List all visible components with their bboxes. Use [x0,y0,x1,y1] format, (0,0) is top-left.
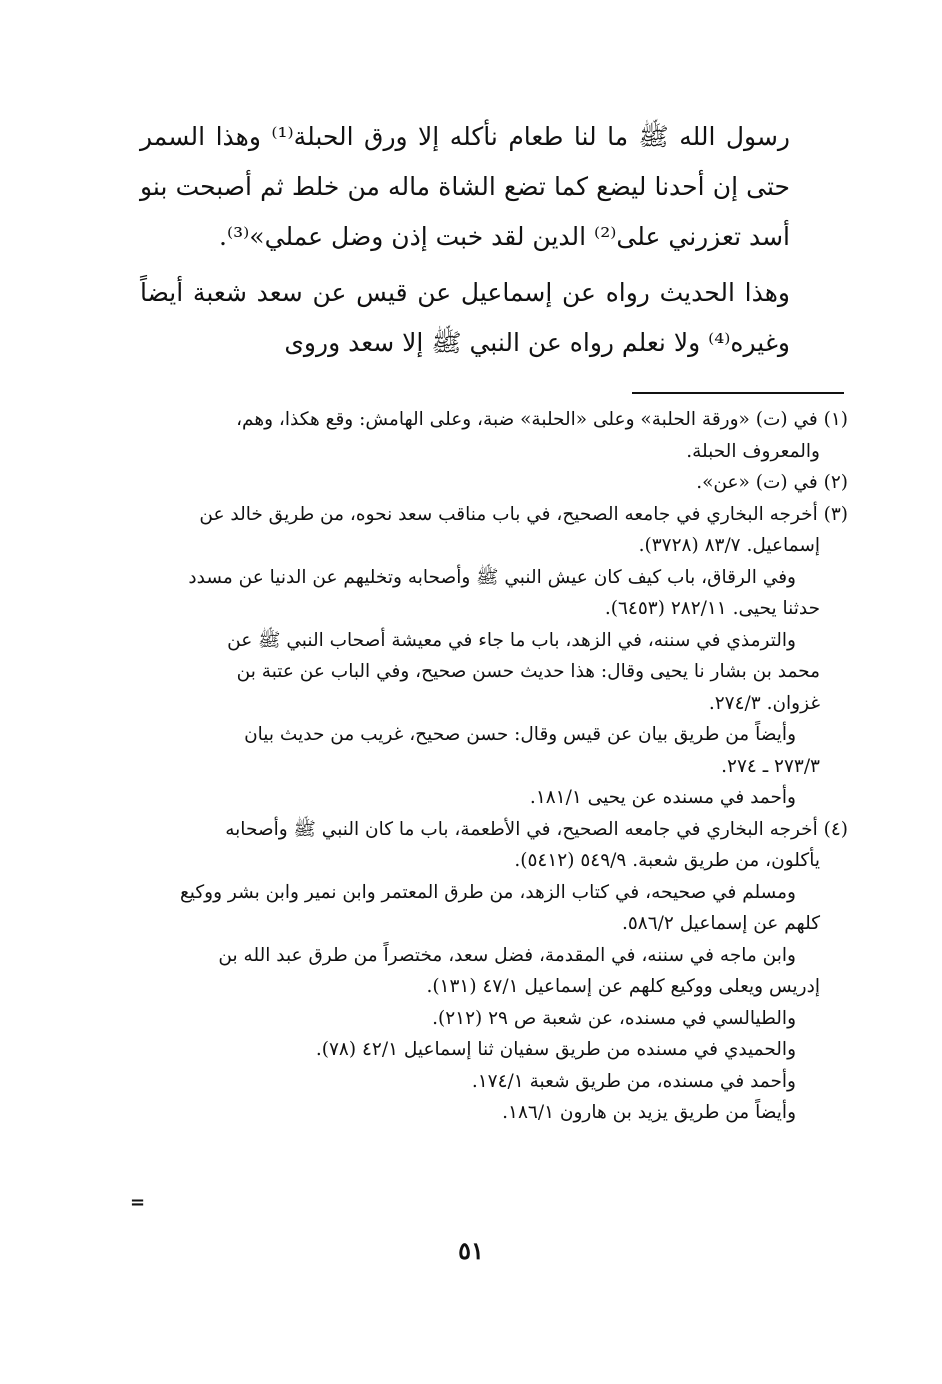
footnote-line: وابن ماجه في سننه، في المقدمة، فضل سعد، مختصراً من طرق عبد الله بن [218,944,796,966]
footnotes-block [98,404,848,1129]
footnote-line: إسماعيل. ٨٣/٧ (٣٧٢٨). [638,535,820,556]
footnote-line: والترمذي في سننه، في الزهد، باب ما جاء في معيشة أصحاب النبي ﷺ عن [227,629,796,651]
footnote-line: إدريس ويعلى ووكيع كلهم عن إسماعيل ٤٧/١ (١٣١). [426,976,820,997]
footnote-line: وفي الرقاق، باب كيف كان عيش النبي ﷺ وأصحابه وتخليهم عن الدنيا عن مسدد [188,566,796,588]
footnote-line: (٣) أخرجه البخاري في جامعه الصحيح، في باب مناقب سعد نحوه، من طريق خالد عن [199,503,848,525]
footnote-line: والطيالسي في مسنده، عن شعبة ص ٢٩ (٢١٢). [432,1007,796,1029]
main-paragraph: رسول الله ﷺ ما لنا طعام نأكله إلا ورق الحبلة⁽¹⁾ وهذا السمر حتى إن أحدنا ليضع كما تضع الشاة ماله من خلط ثم أصبحت بنو أسد تعزرني على⁽²⁾ الدين لقد خبت إذن وضل عملي»⁽³⁾. [140,122,790,251]
main-text-block [140,112,790,368]
footnote-line: (٤) أخرجه البخاري في جامعه الصحيح، في الأطعمة، باب ما كان النبي ﷺ وأصحابه [225,818,848,840]
footnote-line: كلهم عن إسماعيل ٥٨٦/٢. [621,913,820,934]
continuation-mark: = [130,1192,146,1213]
footnote-separator-rule [632,392,844,394]
footnote-line: وأيضاً من طريق بيان عن قيس وقال: حسن صحيح، غريب من حديث بيان [244,724,796,745]
main-paragraph: وهذا الحديث رواه عن إسماعيل عن قيس عن سعد شعبة أيضاً وغيره⁽⁴⁾ ولا نعلم رواه عن النبي ﷺ إلا سعد وروى [140,278,790,357]
footnote-line: والمعروف الحبلة. [686,440,820,462]
footnote-line: محمد بن بشار نا يحيى وقال: هذا حديث حسن صحيح، وفي الباب عن عتبة بن [236,661,820,682]
footnote-line: (١) في (ت) «ورقة الحلبة» وعلى «الحلبة» ضبة، وعلى الهامش: وقع هكذا، وهم، [236,409,848,430]
footnote-line: وأحمد في مسنده، من طريق شعبة ١٧٤/١. [471,1070,796,1092]
page-number: ٥١ [458,1236,484,1265]
footnote-line: غزوان. ٢٧٤/٣. [708,692,820,714]
footnote-line: وأيضاً من طريق يزيد بن هارون ١٨٦/١. [502,1102,796,1123]
footnote-line: وأحمد في مسنده عن يحيى ١٨١/١. [529,787,796,808]
footnote-line: والحميدي في مسنده من طريق سفيان ثنا إسماعيل ٤٢/١ (٧٨). [315,1039,796,1060]
footnote-line: ٢٧٣/٣ ـ ٢٧٤. [721,755,820,777]
footnote-line: ومسلم في صحيحه، في كتاب الزهد، من طرق المعتمر وابن نمير وابن بشر ووكيع [179,881,796,903]
footnote-line: حدثنا يحيى. ٢٨٢/١١ (٦٤٥٣). [604,598,820,619]
footnote-line: (٢) في (ت) «عن». [696,472,848,493]
footnote-line: يأكلون، من طريق شعبة. ٥٤٩/٩ (٥٤١٢). [514,850,820,871]
